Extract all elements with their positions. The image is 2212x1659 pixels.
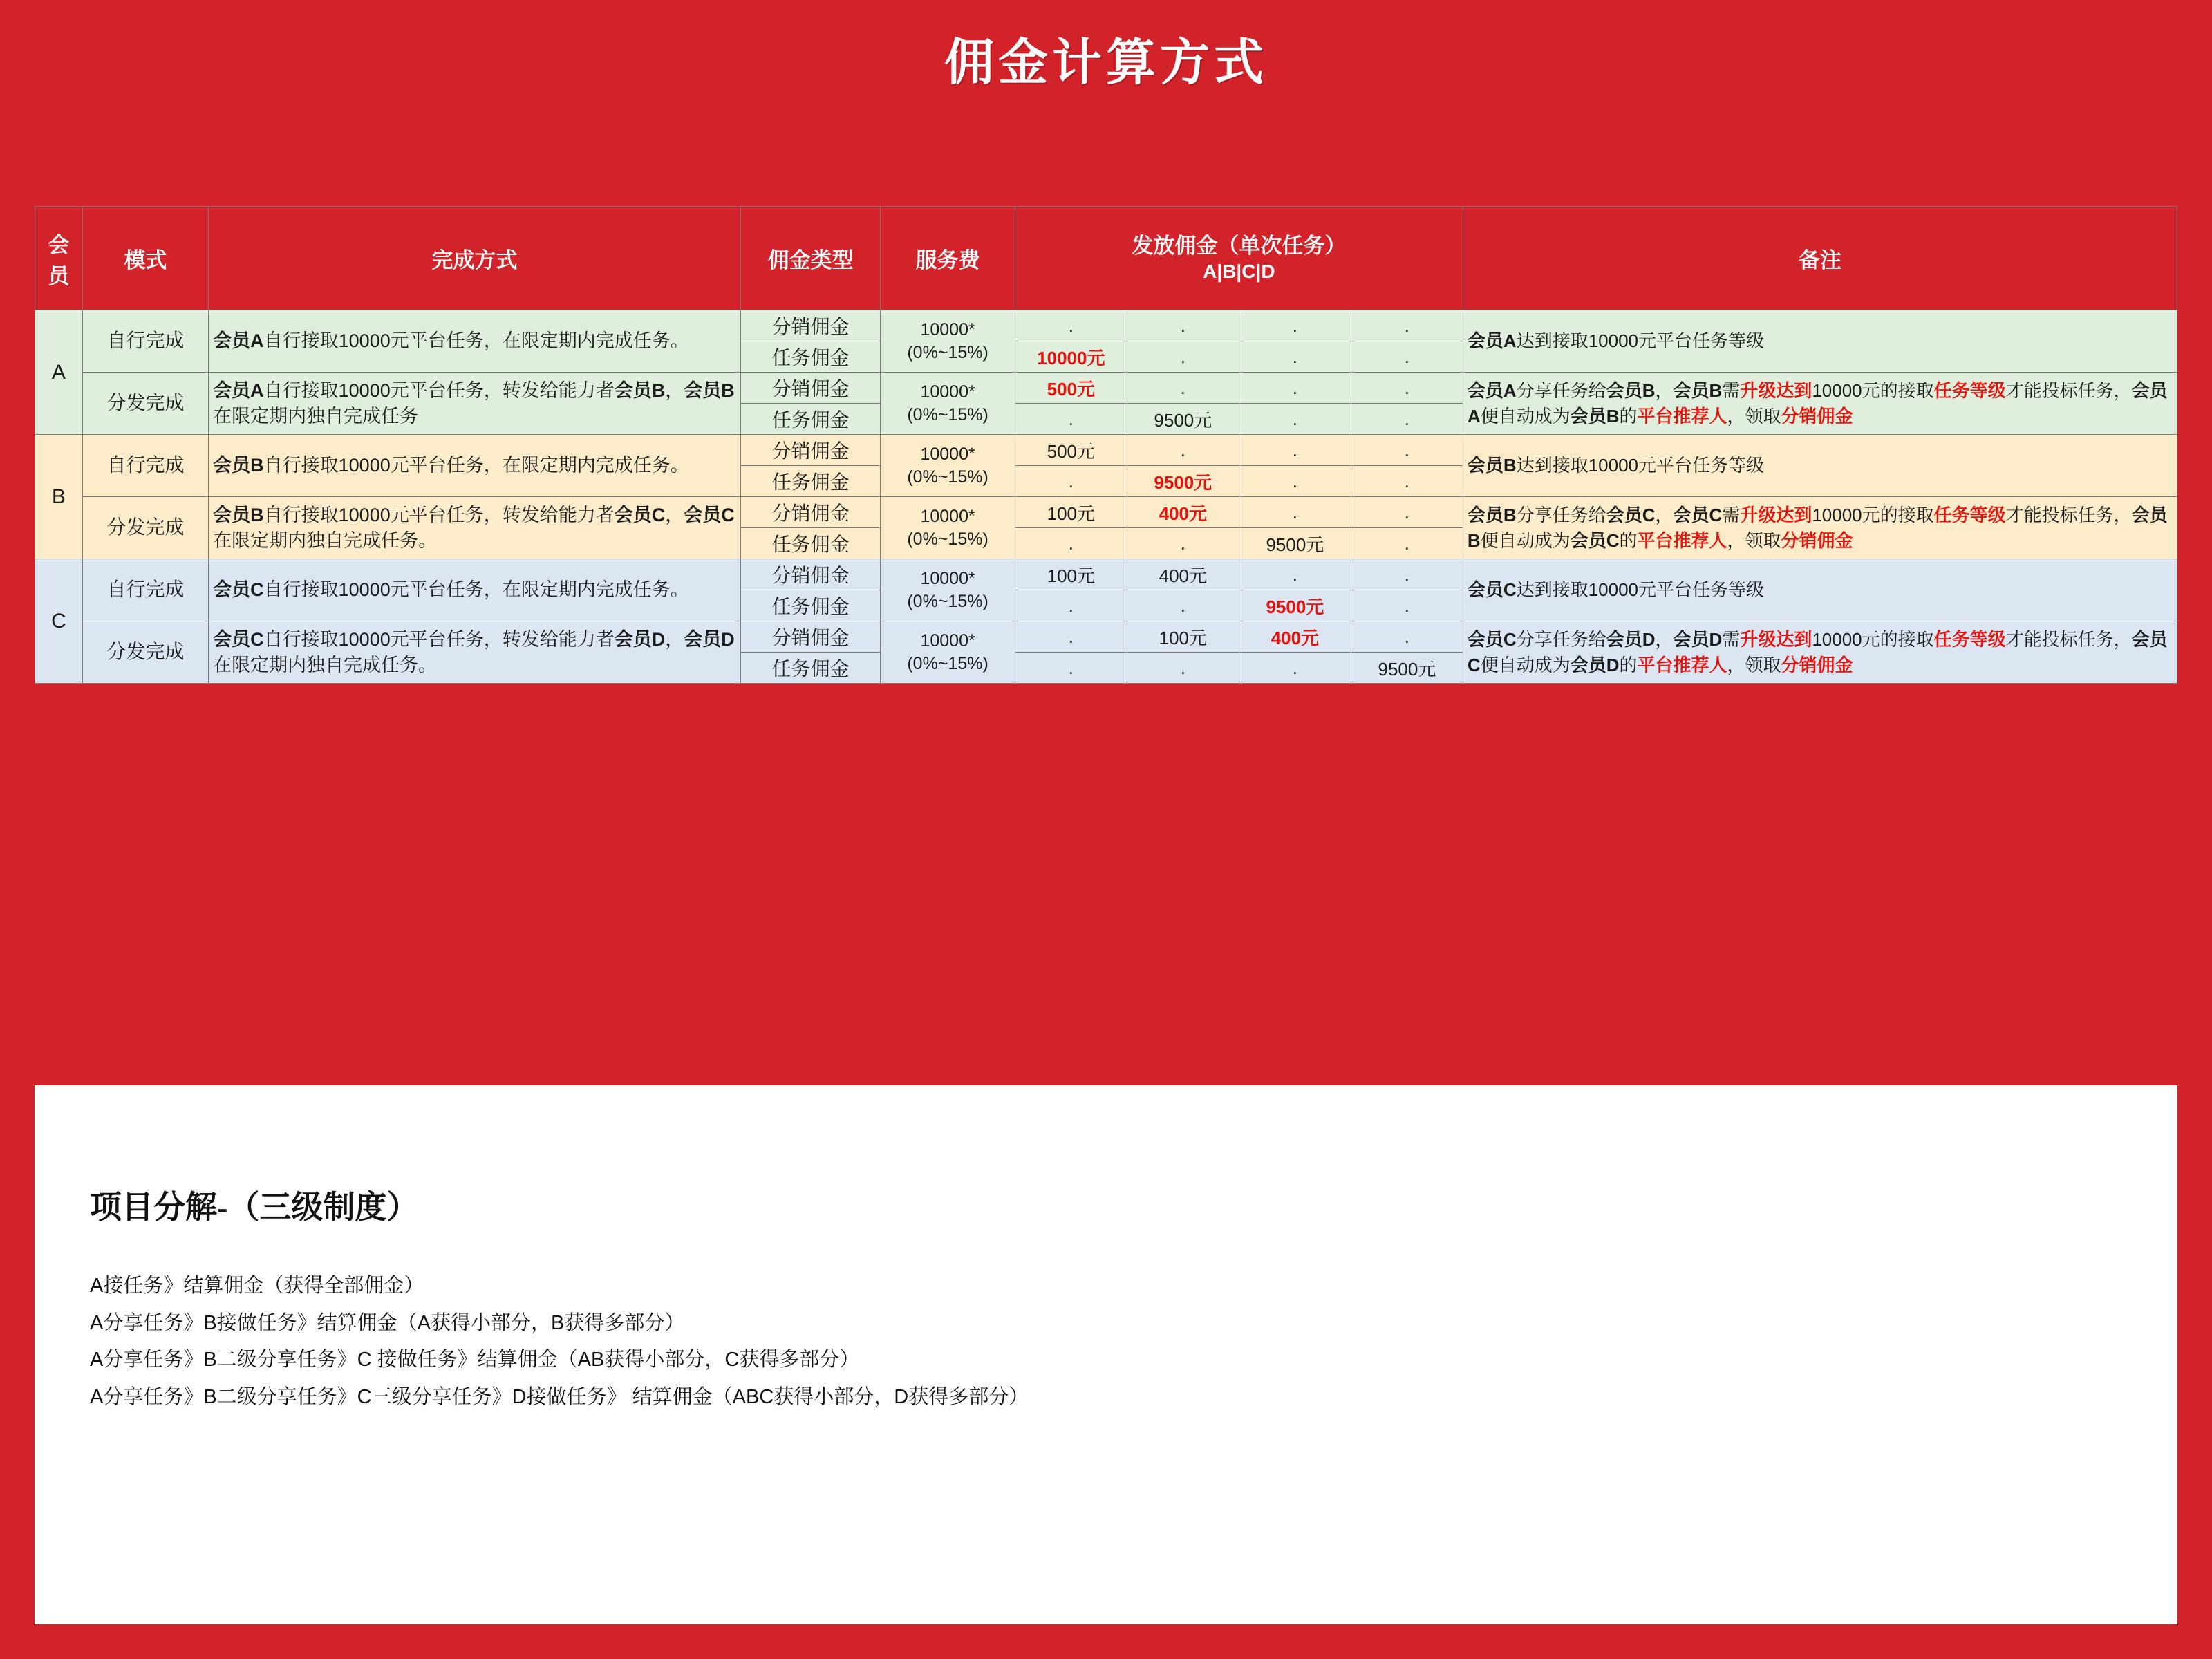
cell-complete-method: 会员B自行接取10000元平台任务，在限定期内完成任务。 bbox=[209, 435, 741, 497]
cell-commission-type: 分销佣金 bbox=[740, 497, 881, 528]
cell-complete-method: 会员A自行接取10000元平台任务，转发给能力者会员B，会员B在限定期内独自完成任务 bbox=[209, 373, 741, 435]
table-head bbox=[35, 207, 2177, 310]
cell-payout-a: 10000元 bbox=[1015, 341, 1127, 373]
fee-amount: 10000* bbox=[920, 382, 975, 402]
fee-rate: (0%~15%) bbox=[907, 342, 988, 362]
cell-payout-c: . bbox=[1239, 341, 1351, 373]
cell-remark: 会员A分享任务给会员B，会员B需升级达到10000元的接取任务等级才能投标任务，会员A便自动成为会员B的平台推荐人，领取分销佣金 bbox=[1463, 373, 2177, 435]
cell-service-fee bbox=[881, 621, 1015, 684]
fee-amount: 10000* bbox=[920, 320, 975, 339]
cell-payout-a: 100元 bbox=[1015, 559, 1127, 590]
cell-payout-a: 100元 bbox=[1015, 497, 1127, 528]
cell-payout-a: 500元 bbox=[1015, 435, 1127, 466]
cell-payout-b: 400元 bbox=[1127, 497, 1239, 528]
col-header-payout bbox=[1015, 207, 1463, 310]
fee-rate: (0%~15%) bbox=[907, 404, 988, 424]
fee-rate: (0%~15%) bbox=[907, 467, 988, 487]
cell-payout-d: . bbox=[1351, 528, 1463, 559]
cell-payout-b: 100元 bbox=[1127, 621, 1239, 653]
cell-payout-c: . bbox=[1239, 559, 1351, 590]
cell-payout-d: . bbox=[1351, 435, 1463, 466]
fee-amount: 10000* bbox=[920, 569, 975, 588]
cell-remark: 会员C达到接取10000元平台任务等级 bbox=[1463, 559, 2177, 621]
cell-commission-type: 分销佣金 bbox=[740, 435, 881, 466]
cell-payout-c: 9500元 bbox=[1239, 528, 1351, 559]
cell-remark: 会员B分享任务给会员C，会员C需升级达到10000元的接取任务等级才能投标任务，会员B便自动成为会员C的平台推荐人，领取分销佣金 bbox=[1463, 497, 2177, 559]
col-header-service-fee: 服务费 bbox=[881, 207, 1015, 310]
cell-payout-b: 9500元 bbox=[1127, 404, 1239, 435]
cell-payout-a: . bbox=[1015, 466, 1127, 497]
col-header-commission-type: 佣金类型 bbox=[740, 207, 881, 310]
cell-payout-d: . bbox=[1351, 621, 1463, 653]
bottom-line: A分享任务》B二级分享任务》C三级分享任务》D接做任务》 结算佣金（ABC获得小部分，D获得多部分） bbox=[90, 1385, 1029, 1408]
cell-commission-type: 任务佣金 bbox=[740, 404, 881, 435]
cell-service-fee bbox=[881, 310, 1015, 373]
fee-rate: (0%~15%) bbox=[907, 653, 988, 673]
cell-mode: 自行完成 bbox=[82, 435, 208, 497]
col-header-mode: 模式 bbox=[82, 207, 208, 310]
cell-commission-type: 任务佣金 bbox=[740, 653, 881, 684]
cell-commission-type: 分销佣金 bbox=[740, 373, 881, 404]
cell-remark: 会员A达到接取10000元平台任务等级 bbox=[1463, 310, 2177, 373]
cell-payout-c: . bbox=[1239, 373, 1351, 404]
cell-mode: 分发完成 bbox=[82, 373, 208, 435]
cell-payout-a: . bbox=[1015, 528, 1127, 559]
cell-payout-c: 400元 bbox=[1239, 621, 1351, 653]
cell-remark: 会员C分享任务给会员D，会员D需升级达到10000元的接取任务等级才能投标任务，会员C便自动成为会员D的平台推荐人，领取分销佣金 bbox=[1463, 621, 2177, 684]
bottom-lines bbox=[35, 1228, 2177, 1416]
cell-commission-type: 分销佣金 bbox=[740, 559, 881, 590]
cell-payout-b: . bbox=[1127, 373, 1239, 404]
cell-member: A bbox=[35, 310, 83, 435]
fee-amount: 10000* bbox=[920, 507, 975, 526]
table-row bbox=[35, 621, 2177, 653]
cell-payout-d: . bbox=[1351, 373, 1463, 404]
cell-service-fee bbox=[881, 373, 1015, 435]
bottom-panel bbox=[35, 1113, 2177, 1624]
payout-header-line2: A|B|C|D bbox=[1203, 261, 1275, 283]
cell-complete-method: 会员A自行接取10000元平台任务，在限定期内完成任务。 bbox=[209, 310, 741, 373]
bottom-line: A分享任务》B接做任务》结算佣金（A获得小部分，B获得多部分） bbox=[90, 1311, 685, 1334]
cell-payout-b: . bbox=[1127, 653, 1239, 684]
cell-commission-type: 任务佣金 bbox=[740, 466, 881, 497]
cell-payout-a: . bbox=[1015, 653, 1127, 684]
fee-amount: 10000* bbox=[920, 631, 975, 650]
cell-payout-a: . bbox=[1015, 590, 1127, 621]
payout-header-line1: 发放佣金（单次任务） bbox=[1132, 233, 1347, 258]
cell-mode: 分发完成 bbox=[82, 497, 208, 559]
cell-payout-d: . bbox=[1351, 466, 1463, 497]
cell-remark: 会员B达到接取10000元平台任务等级 bbox=[1463, 435, 2177, 497]
cell-payout-a: . bbox=[1015, 310, 1127, 341]
cell-payout-d: . bbox=[1351, 559, 1463, 590]
table-row bbox=[35, 310, 2177, 341]
fee-rate: (0%~15%) bbox=[907, 529, 988, 549]
table-row bbox=[35, 435, 2177, 466]
cell-payout-c: . bbox=[1239, 497, 1351, 528]
cell-payout-c: . bbox=[1239, 466, 1351, 497]
bottom-line: A接任务》结算佣金（获得全部佣金） bbox=[90, 1275, 424, 1297]
cell-commission-type: 分销佣金 bbox=[740, 621, 881, 653]
cell-member: C bbox=[35, 559, 83, 684]
cell-payout-a: . bbox=[1015, 404, 1127, 435]
table-body bbox=[35, 310, 2177, 684]
col-header-complete: 完成方式 bbox=[209, 207, 741, 310]
cell-payout-b: . bbox=[1127, 590, 1239, 621]
cell-payout-d: . bbox=[1351, 497, 1463, 528]
cell-payout-b: 400元 bbox=[1127, 559, 1239, 590]
cell-payout-c: . bbox=[1239, 653, 1351, 684]
cell-commission-type: 任务佣金 bbox=[740, 341, 881, 373]
cell-payout-c: . bbox=[1239, 404, 1351, 435]
cell-payout-a: . bbox=[1015, 621, 1127, 653]
fee-rate: (0%~15%) bbox=[907, 591, 988, 611]
cell-commission-type: 任务佣金 bbox=[740, 590, 881, 621]
cell-service-fee bbox=[881, 435, 1015, 497]
cell-payout-d: . bbox=[1351, 404, 1463, 435]
cell-complete-method: 会员C自行接取10000元平台任务，转发给能力者会员D，会员D在限定期内独自完成任务。 bbox=[209, 621, 741, 684]
cell-member: B bbox=[35, 435, 83, 559]
col-header-member: 会员 bbox=[35, 207, 83, 310]
cell-payout-b: 9500元 bbox=[1127, 466, 1239, 497]
cell-payout-b: . bbox=[1127, 310, 1239, 341]
page-title: 佣金计算方式 bbox=[944, 35, 1268, 91]
cell-payout-c: 9500元 bbox=[1239, 590, 1351, 621]
cell-mode: 自行完成 bbox=[82, 559, 208, 621]
cell-payout-c: . bbox=[1239, 310, 1351, 341]
col-header-remark: 备注 bbox=[1463, 207, 2177, 310]
cell-payout-d: . bbox=[1351, 590, 1463, 621]
cell-payout-d: 9500元 bbox=[1351, 653, 1463, 684]
cell-payout-a: 500元 bbox=[1015, 373, 1127, 404]
cell-payout-d: . bbox=[1351, 310, 1463, 341]
bottom-line: A分享任务》B二级分享任务》C 接做任务》结算佣金（AB获得小部分，C获得多部分） bbox=[90, 1349, 860, 1371]
cell-payout-c: . bbox=[1239, 435, 1351, 466]
table-header-row bbox=[35, 207, 2177, 310]
cell-payout-b: . bbox=[1127, 341, 1239, 373]
cell-commission-type: 分销佣金 bbox=[740, 310, 881, 341]
commission-table-wrap bbox=[35, 206, 2177, 684]
cell-payout-b: . bbox=[1127, 528, 1239, 559]
cell-service-fee bbox=[881, 497, 1015, 559]
table-row bbox=[35, 559, 2177, 590]
cell-complete-method: 会员B自行接取10000元平台任务，转发给能力者会员C，会员C在限定期内独自完成任务。 bbox=[209, 497, 741, 559]
cell-mode: 分发完成 bbox=[82, 621, 208, 684]
bottom-heading: 项目分解-（三级制度） bbox=[90, 1190, 419, 1225]
table-row bbox=[35, 497, 2177, 528]
cell-complete-method: 会员C自行接取10000元平台任务，在限定期内完成任务。 bbox=[209, 559, 741, 621]
cell-mode: 自行完成 bbox=[82, 310, 208, 373]
cell-service-fee bbox=[881, 559, 1015, 621]
fee-amount: 10000* bbox=[920, 444, 975, 464]
commission-table bbox=[35, 206, 2177, 684]
cell-commission-type: 任务佣金 bbox=[740, 528, 881, 559]
cell-payout-d: . bbox=[1351, 341, 1463, 373]
table-row bbox=[35, 373, 2177, 404]
cell-payout-b: . bbox=[1127, 435, 1239, 466]
